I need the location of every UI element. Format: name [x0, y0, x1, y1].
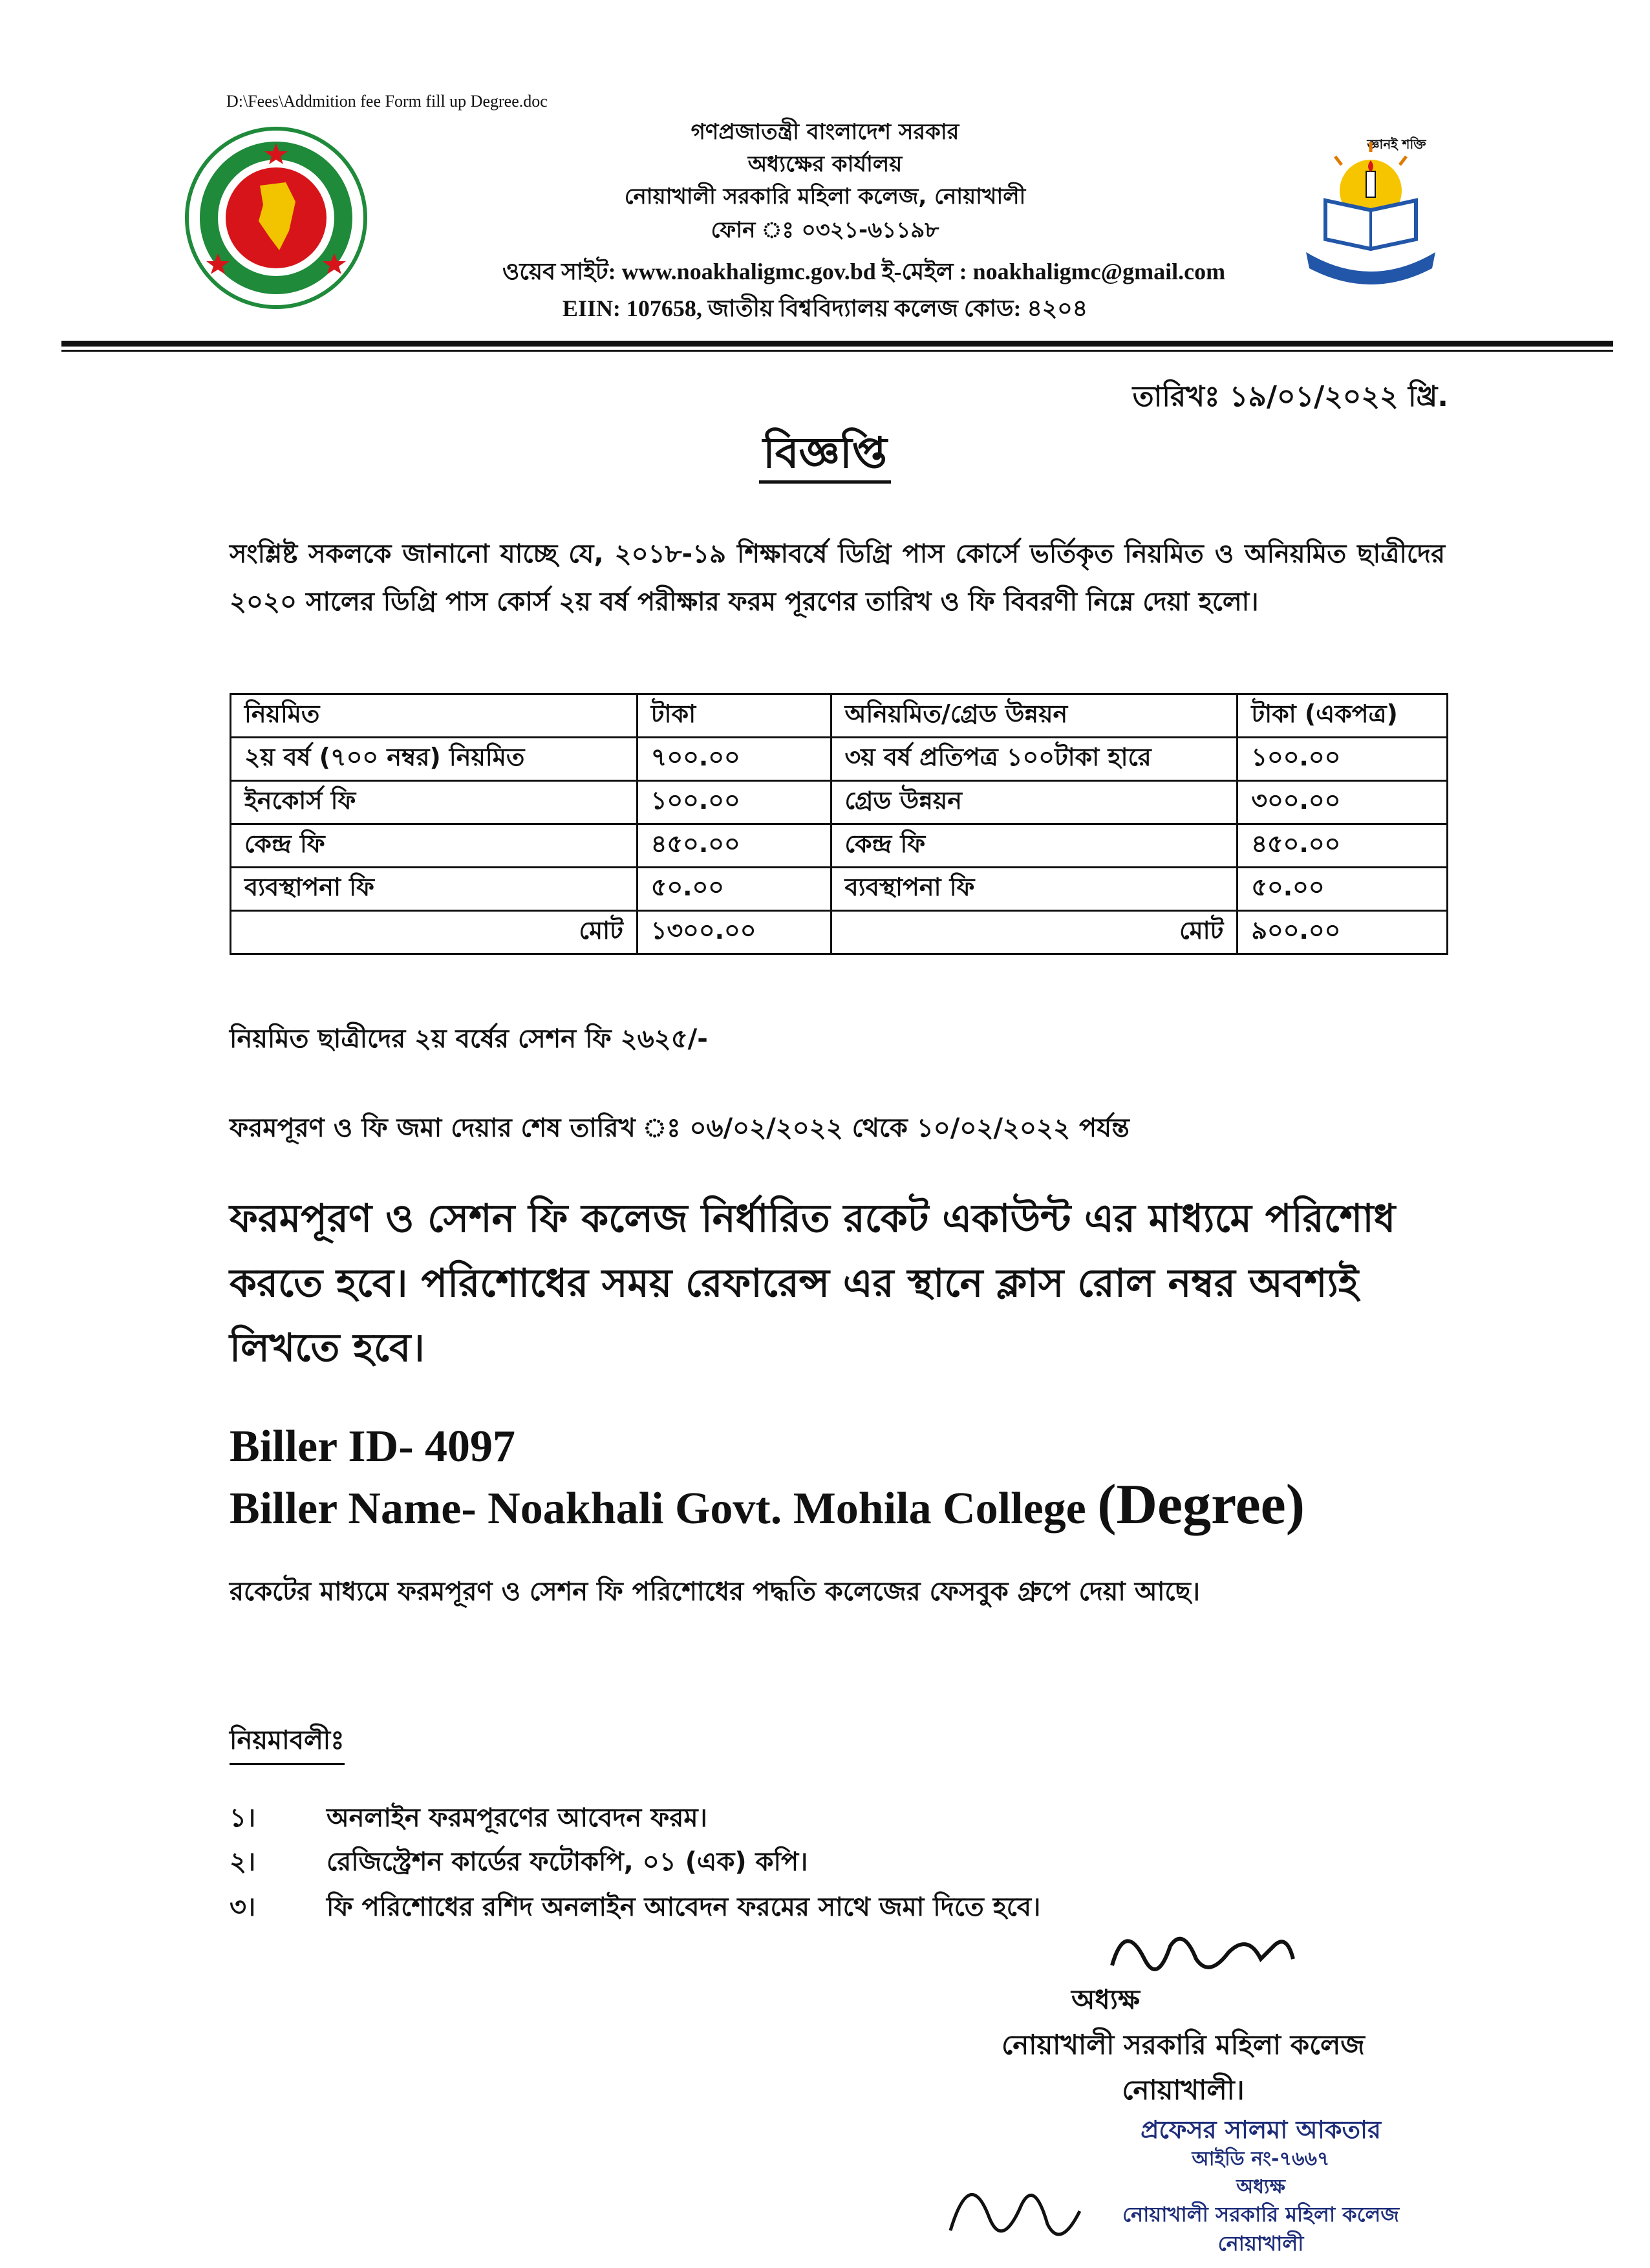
table-cell: ৩য় বর্ষ প্রতিপত্র ১০০টাকা হারে: [831, 738, 1238, 781]
college-logo: [1300, 123, 1442, 291]
payment-note: ফরমপূরণ ও সেশন ফি কলেজ নির্ধারিত রকেট একাউন্ট এর মাধ্যমে পরিশোধ করতে হবে। পরিশোধের সময় রেফারেন্স এর স্থানে ক্লাস রোল নম্বর অবশ্যই লিখতে হবে।: [230, 1196, 1396, 1371]
stamp-place: নোয়াখালী: [1217, 2231, 1304, 2256]
intro-paragraph: সংশ্লিষ্ট সকলকে জানানো যাচ্ছে যে, ২০১৮-১৯ শিক্ষাবর্ষে ডিগ্রি পাস কোর্সে ভর্তিকৃত নিয়মিত ও অনিয়মিত ছাত্রীদের ২০২০ সালের ডিগ্রি পাস কোর্স ২য় বর্ষ পরীক্ষার ফরম পূরণের তারিখ ও ফি বিবরণী নিম্নে দেয়া হলো।: [230, 539, 1445, 617]
table-cell: ইনকোর্স ফি: [231, 781, 638, 824]
total-regular: ১৩০০.০০: [637, 911, 831, 954]
table-cell: ব্যবস্থাপনা ফি: [831, 868, 1238, 911]
header-taka: টাকা: [637, 694, 831, 738]
rule-text: অনলাইন ফরমপূরণের আবেদন ফরম।: [327, 1803, 707, 1833]
header-taka-per-paper: টাকা (একপত্র): [1238, 694, 1448, 738]
table-row: [231, 781, 1448, 824]
header-rule-thin: [61, 350, 1613, 352]
phone-line: ফোন ঃ ০৩২১-৬১১৯৮: [711, 217, 939, 243]
fee-table: [230, 693, 1448, 955]
rule-item: [230, 1841, 808, 1885]
table-row: [231, 824, 1448, 868]
deadline-line: ফরমপূরণ ও ফি জমা দেয়ার শেষ তারিখ ঃ ০৬/০২/২০২২ থেকে ১০/০২/২০২২ পর্যন্ত: [230, 1113, 1130, 1143]
biller-name-text: Biller Name- Noakhali Govt. Mohila College: [230, 1484, 1086, 1534]
table-cell: ৫০.০০: [637, 868, 831, 911]
rules-heading: নিয়মাবলীঃ: [230, 1720, 345, 1765]
eiin-line: EIIN: 107658, জাতীয় বিশ্ববিদ্যালয় কলেজ কোড: ৪২০৪: [562, 295, 1088, 321]
table-cell: ৪৫০.০০: [637, 824, 831, 868]
rule-text: রেজিস্ট্রেশন কার্ডের ফটোকপি, ০১ (এক) কপি।: [327, 1847, 808, 1877]
header-irregular: অনিয়মিত/গ্রেড উন্নয়ন: [831, 694, 1238, 738]
college-line: নোয়াখালী সরকারি মহিলা কলেজ, নোয়াখালী: [624, 184, 1026, 209]
stamp-signature: [931, 2153, 1099, 2263]
table-cell: ১০০.০০: [1238, 738, 1448, 781]
session-fee-line: নিয়মিত ছাত্রীদের ২য় বর্ষের সেশন ফি ২৬২৫/-: [230, 1024, 708, 1054]
facebook-note: রকেটের মাধ্যমে ফরমপূরণ ও সেশন ফি পরিশোধের পদ্ধতি কলেজের ফেসবুক গ্রুপে দেয়া আছে।: [230, 1577, 1201, 1607]
total-irregular: ৯০০.০০: [1238, 911, 1448, 954]
table-cell: ৪৫০.০০: [1238, 824, 1448, 868]
table-cell: ৩০০.০০: [1238, 781, 1448, 824]
header-regular: নিয়মিত: [231, 694, 638, 738]
signature-title: অধ্যক্ষ: [1071, 1984, 1141, 2015]
stamp-college: নোয়াখালী সরকারি মহিলা কলেজ: [1122, 2202, 1399, 2227]
notice-date: তারিখঃ ১৯/০১/২০২২ খ্রি.: [1132, 380, 1448, 413]
logo-motto: জ্ঞানই শক্তি: [1367, 136, 1426, 152]
govt-line: গণপ্রজাতন্ত্রী বাংলাদেশ সরকার: [691, 119, 959, 145]
table-cell: কেন্দ্র ফি: [231, 824, 638, 868]
web-email-line: ওয়েব সাইট: www.noakhaligmc.gov.bd ই-মেইল : noakhaligmc@gmail.com: [502, 259, 1226, 284]
table-cell: কেন্দ্র ফি: [831, 824, 1238, 868]
table-row: [231, 738, 1448, 781]
table-total-row: [231, 911, 1448, 954]
table-cell: ১০০.০০: [637, 781, 831, 824]
biller-id: Biller ID- 4097: [230, 1422, 516, 1471]
rule-number: ২।: [230, 1847, 256, 1877]
table-cell: ৫০.০০: [1238, 868, 1448, 911]
office-line: অধ্যক্ষের কার্যালয়: [747, 151, 903, 177]
notice-title: বিজ্ঞপ্তি: [0, 420, 1650, 491]
total-label-irregular: মোট: [831, 911, 1238, 954]
rule-number: ১।: [230, 1803, 256, 1833]
table-cell: ব্যবস্থাপনা ফি: [231, 868, 638, 911]
stamp-name: প্রফেসর সালমা আকতার: [1141, 2115, 1381, 2144]
stamp-id: আইডি নং-৭৬৬৭: [1192, 2148, 1330, 2170]
header-rule: [61, 341, 1613, 347]
rule-item: [230, 1887, 1040, 1930]
table-cell: গ্রেড উন্নয়ন: [831, 781, 1238, 824]
rule-item: [230, 1797, 707, 1841]
stamp-designation: অধ্যক্ষ: [1236, 2176, 1285, 2198]
biller-name-suffix: (Degree): [1097, 1473, 1305, 1536]
rule-text: ফি পরিশোধের রশিদ অনলাইন আবেদন ফরমের সাথে জমা দিতে হবে।: [327, 1892, 1041, 1922]
file-path: D:\Fees\Addmition fee Form fill up Degree.doc: [226, 92, 548, 111]
rule-number: ৩।: [230, 1892, 256, 1922]
total-label-regular: মোট: [231, 911, 638, 954]
signature-college: নোয়াখালী সরকারি মহিলা কলেজ: [1002, 2029, 1365, 2060]
table-row: [231, 868, 1448, 911]
table-cell: ৭০০.০০: [637, 738, 831, 781]
table-cell: ২য় বর্ষ (৭০০ নম্বর) নিয়মিত: [231, 738, 638, 781]
signature-place: নোয়াখালী।: [1122, 2074, 1245, 2106]
table-header-row: [231, 694, 1448, 738]
biller-name: [230, 1474, 1305, 1539]
